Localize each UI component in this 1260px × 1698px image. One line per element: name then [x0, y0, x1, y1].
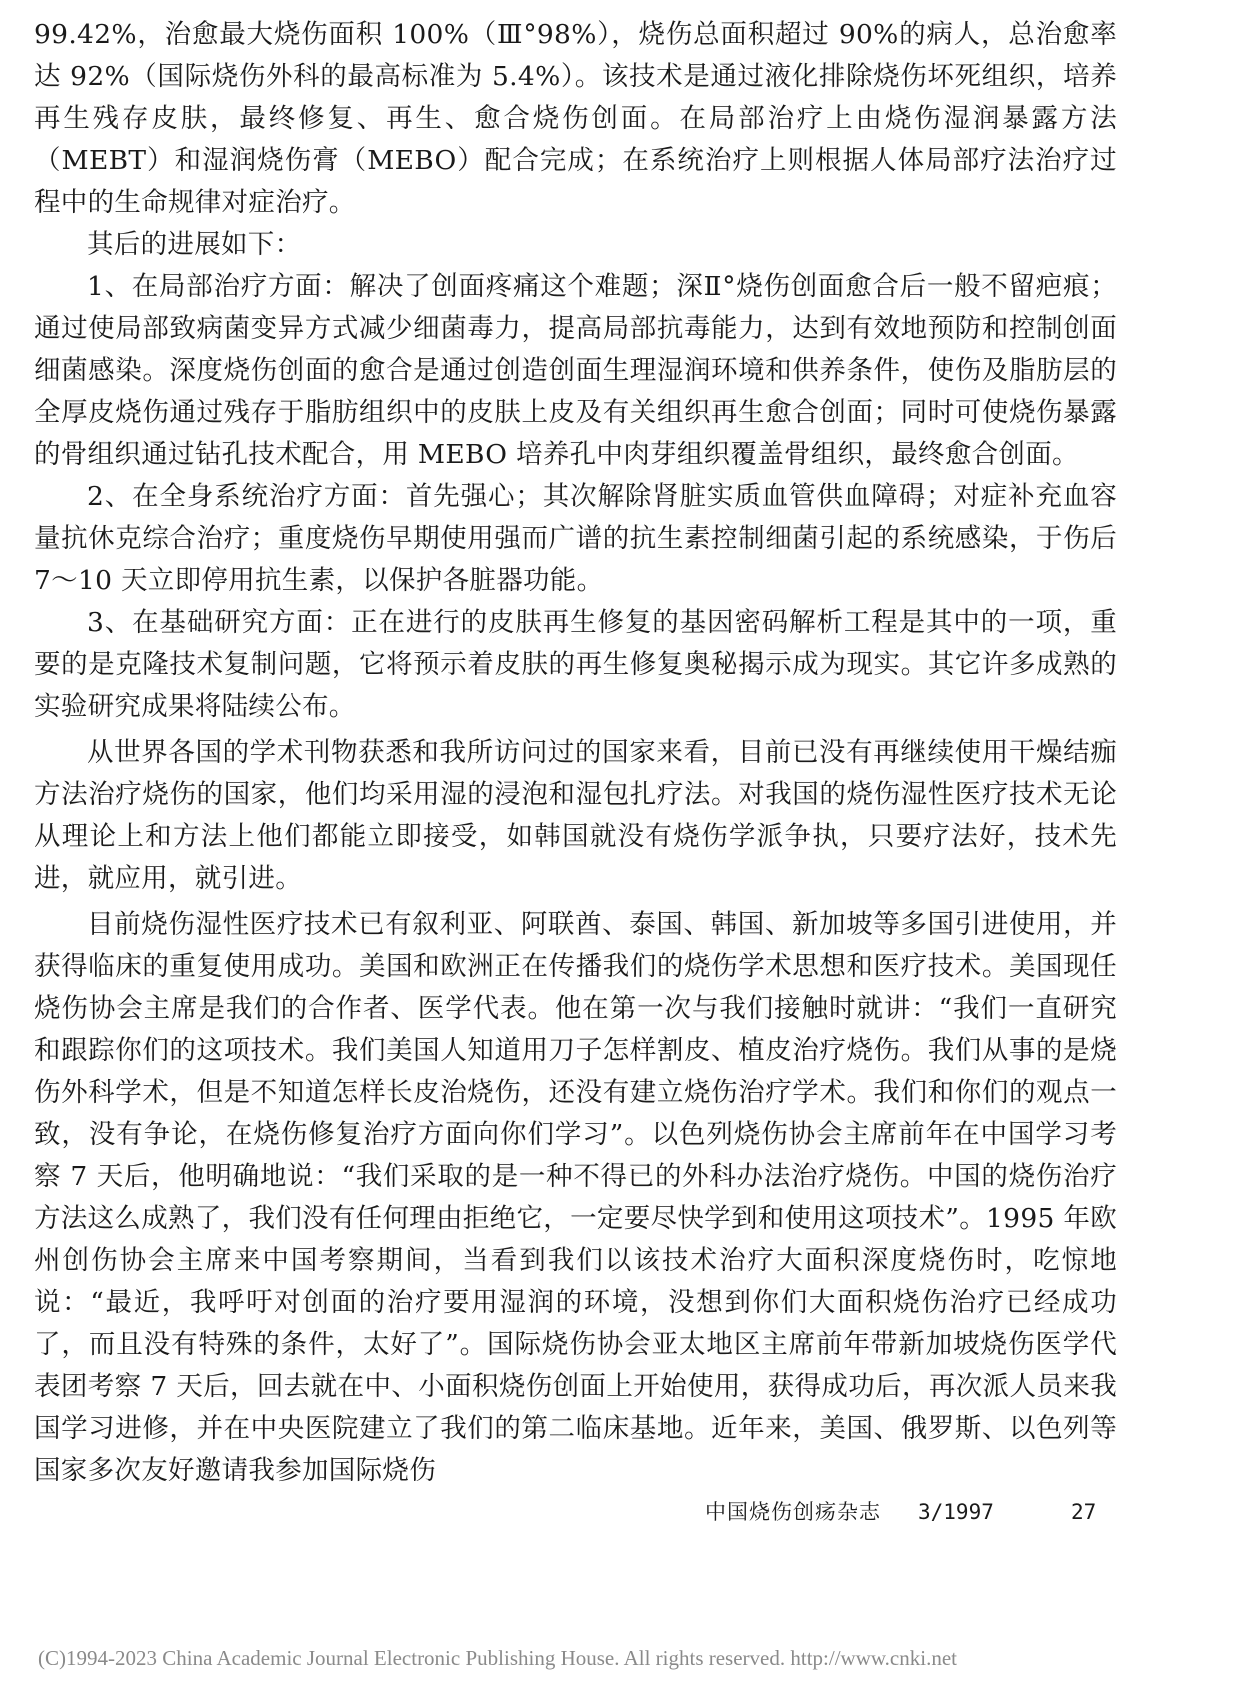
- page-number: 27: [1071, 1500, 1097, 1524]
- paragraph-basic-research: 3、在基础研究方面：正在进行的皮肤再生修复的基因密码解析工程是其中的一项，重要的是克隆技术复制问题，它将预示着皮肤的再生修复奥秘揭示成为现实。其它许多成熟的实验研究成果将陆续公布。: [34, 607, 1117, 722]
- journal-name: 中国烧伤创疡杂志: [705, 1500, 881, 1524]
- paragraph-progress-intro: 其后的进展如下：: [87, 229, 302, 260]
- paragraph-local-treatment: 1、在局部治疗方面：解决了创面疼痛这个难题；深Ⅱ°烧伤创面愈合后一般不留疤痕；通过使局部致病菌变异方式减少细菌毒力，提高局部抗毒能力，达到有效地预防和控制创面细菌感染。深度烧伤创面的愈合是通过创造创面生理湿润环境和供养条件，使伤及脂肪层的全厚皮烧伤通过残存于脂肪组织中的皮肤上皮及有关组织再生愈合创面；同时可使烧伤暴露的骨组织通过钻孔技术配合，用 MEBO 培养孔中肉芽组织覆盖骨组织，最终愈合创面。: [34, 271, 1117, 470]
- page-footer: [705, 1497, 1095, 1527]
- paragraph-continuation: 99.42%，治愈最大烧伤面积 100%（Ⅲ°98%），烧伤总面积超过 90%的病人，总治愈率达 92%（国际烧伤外科的最高标准为 5.4%）。该技术是通过液化排除烧伤坏死组织，培养再生残存皮肤，最终修复、再生、愈合烧伤创面。在局部治疗上由烧伤湿润暴露方法（MEBT）和湿润烧伤膏（MEBO）配合完成；在系统治疗上则根据人体局部疗法治疗过程中的生命规律对症治疗。: [34, 19, 1117, 218]
- copyright-notice: (C)1994-2023 China Academic Journal Electronic Publishing House. All rights reserved. http://www.cnki.net: [38, 1646, 957, 1670]
- paragraph-systemic-treatment: 2、在全身系统治疗方面：首先强心；其次解除肾脏实质血管供血障碍；对症补充血容量抗休克综合治疗；重度烧伤早期使用强而广谱的抗生素控制细菌引起的系统感染，于伤后 7～10 天立即停用抗生素，以保护各脏器功能。: [34, 481, 1117, 596]
- issue-number: 3/1997: [918, 1500, 994, 1524]
- paragraph-international-journals: 从世界各国的学术刊物获悉和我所访问过的国家来看，目前已没有再继续使用干燥结痂方法治疗烧伤的国家，他们均采用湿的浸泡和湿包扎疗法。对我国的烧伤湿性医疗技术无论从理论上和方法上他们都能立即接受，如韩国就没有烧伤学派争执，只要疗法好，技术先进，就应用，就引进。: [34, 737, 1117, 894]
- paragraph-international-adoption: 目前烧伤湿性医疗技术已有叙利亚、阿联酋、泰国、韩国、新加坡等多国引进使用，并获得临床的重复使用成功。美国和欧洲正在传播我们的烧伤学术思想和医疗技术。美国现任烧伤协会主席是我们的合作者、医学代表。他在第一次与我们接触时就讲：“我们一直研究和跟踪你们的这项技术。我们美国人知道用刀子怎样割皮、植皮治疗烧伤。我们从事的是烧伤外科学术，但是不知道怎样长皮治烧伤，还没有建立烧伤治疗学术。我们和你们的观点一致，没有争论，在烧伤修复治疗方面向你们学习”。以色列烧伤协会主席前年在中国学习考察 7 天后，他明确地说：“我们采取的是一种不得已的外科办法治疗烧伤。中国的烧伤治疗方法这么成熟了，我们没有任何理由拒绝它，一定要尽快学到和使用这项技术”。1995 年欧州创伤协会主席来中国考察期间，当看到我们以该技术治疗大面积深度烧伤时，吃惊地说：“最近，我呼吁对创面的治疗要用湿润的环境，没想到你们大面积烧伤治疗已经成功了，而且没有特殊的条件，太好了”。国际烧伤协会亚太地区主席前年带新加坡烧伤医学代表团考察 7 天后，回去就在中、小面积烧伤创面上开始使用，获得成功后，再次派人员来我国学习进修，并在中央医院建立了我们的第二临床基地。近年来，美国、俄罗斯、以色列等国家多次友好邀请我参加国际烧伤: [34, 909, 1117, 1486]
- article-body: [34, 14, 1117, 1492]
